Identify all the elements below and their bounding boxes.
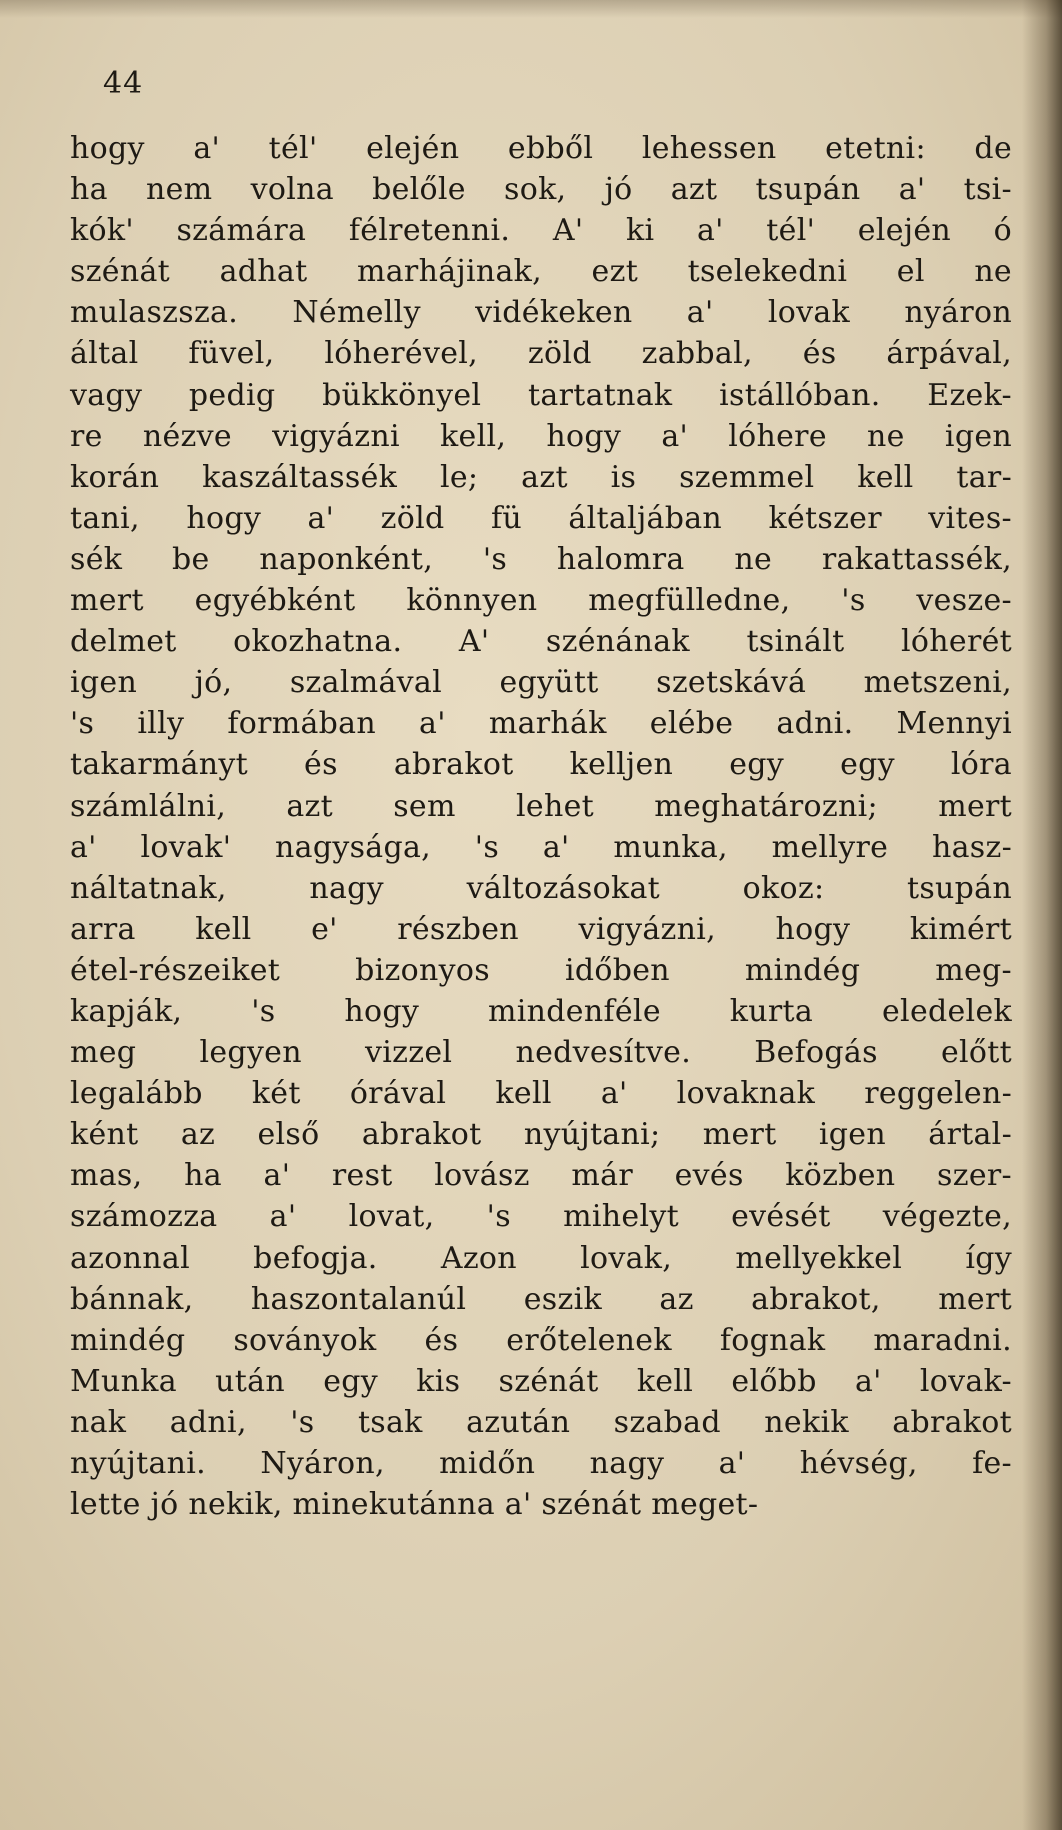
text-line: vagy pedig bükkönyel tartatnak istállóban. Ezek- — [70, 377, 1012, 413]
text-line: kapják, 's hogy mindenféle kurta eledelek — [70, 993, 1012, 1029]
text-line: nyújtani. Nyáron, midőn nagy a' hévség, fe- — [70, 1446, 1012, 1481]
text-line: szénát adhat marhájinak, ezt tselekedni el ne — [70, 254, 1012, 290]
text-line: hogy a' tél' elején ebből lehessen etetni: de — [70, 131, 1012, 166]
text-line: által füvel, lóherével, zöld zabbal, és árpával, — [70, 336, 1012, 372]
page-number: 44 — [103, 66, 144, 101]
text-line: ként az első abrakot nyújtani; mert igen ártal- — [70, 1117, 1012, 1153]
text-line: Munka után egy kis szénát kell előbb a' lovak- — [70, 1363, 1012, 1399]
text-line: sék be naponként, 's halomra ne rakattassék, — [70, 541, 1012, 577]
text-line: ha nem volna belőle sok, jó azt tsupán a' tsi- — [70, 172, 1012, 208]
text-line: mulaszsza. Némelly vidékeken a' lovak nyáron — [70, 295, 1012, 331]
text-line: bánnak, haszontalanúl eszik az abrakot, mert — [70, 1281, 1012, 1317]
page-top-shadow — [0, 0, 1062, 18]
page-spine-shadow — [1022, 0, 1062, 1830]
text-line: mert egyébként könnyen megfülledne, 's vesze- — [70, 583, 1012, 619]
text-line: takarmányt és abrakot kelljen egy egy lóra — [70, 747, 1012, 783]
text-line: mas, ha a' rest lovász már evés közben szer- — [70, 1158, 1012, 1194]
text-line: náltatnak, nagy változásokat okoz: tsupán — [70, 870, 1012, 906]
text-line: re nézve vigyázni kell, hogy a' lóhere ne igen — [70, 418, 1012, 454]
text-line: delmet okozhatna. A' szénának tsinált lóherét — [70, 624, 1012, 660]
text-line: 's illy formában a' marhák elébe adni. Mennyi — [70, 706, 1012, 742]
text-line: tani, hogy a' zöld fü általjában kétszer vites- — [70, 500, 1012, 536]
text-line: étel-részeiket bizonyos időben mindég meg- — [70, 952, 1012, 988]
text-line: számlálni, azt sem lehet meghatározni; mert — [70, 788, 1012, 824]
text-line: a' lovak' nagysága, 's a' munka, mellyre hasz- — [70, 829, 1012, 865]
text-line: nak adni, 's tsak azután szabad nekik abrakot — [70, 1404, 1012, 1440]
text-line: korán kaszáltassék le; azt is szemmel kell tar- — [70, 459, 1012, 495]
text-line: igen jó, szalmával együtt szetskává metszeni, — [70, 665, 1012, 701]
text-line: meg legyen vizzel nedvesítve. Befogás előtt — [70, 1035, 1012, 1071]
text-line: mindég soványok és erőtelenek fognak maradni. — [70, 1322, 1012, 1358]
text-line: lette jó nekik, minekutánna a' szénát meget- — [70, 1487, 759, 1523]
body-text — [70, 128, 1012, 1525]
text-line: arra kell e' részben vigyázni, hogy kimért — [70, 911, 1012, 947]
text-line: azonnal befogja. Azon lovak, mellyekkel így — [70, 1240, 1012, 1276]
text-line: legalább két órával kell a' lovaknak reggelen- — [70, 1076, 1012, 1112]
text-line: kók' számára félretenni. A' ki a' tél' elején ó — [70, 213, 1012, 249]
text-line: számozza a' lovat, 's mihelyt evését végezte, — [70, 1199, 1012, 1235]
